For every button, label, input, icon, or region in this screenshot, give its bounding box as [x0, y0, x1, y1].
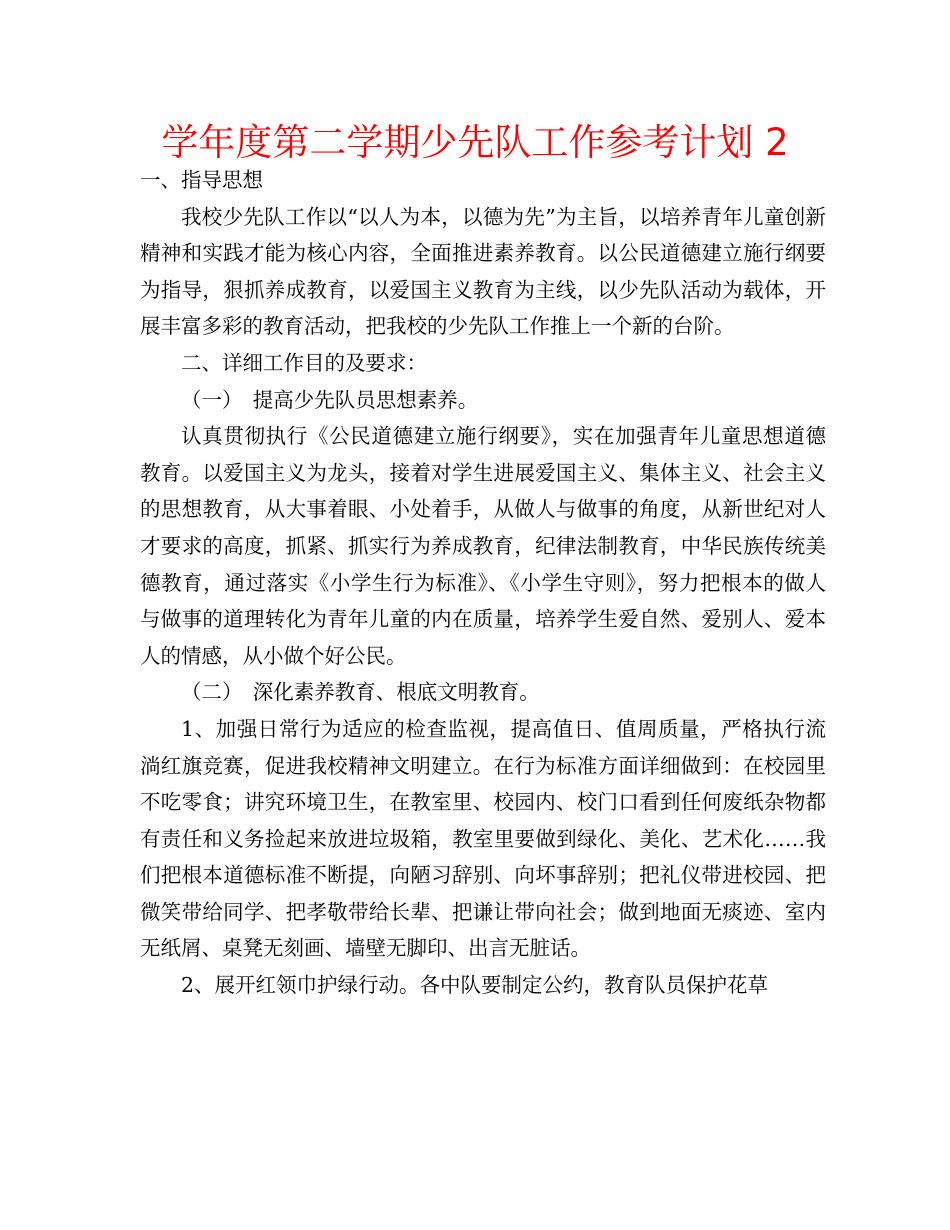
paragraph: 2、展开红领巾护绿行动。各中队要制定公约，教育队员保护花草 [181, 973, 769, 998]
section-heading: 一、指导思想 [140, 168, 263, 192]
subsection-heading: （二） 深化素养教育、根底文明教育。 [181, 680, 540, 705]
paragraph: 1、加强日常行为适应的检查监视，提高值日、值周质量，严格执行流淌红旗竞赛，促进我校精神文明建立。在行为标准方面详细做到：在校园里不吃零食；讲究环境卫生，在教室里、校园内、校门口看到任何废纸杂物都有责任和义务捡起来放进垃圾箱，教室里要做到绿化、美化、艺术化……我们把根本道德标准不断提，向陋习辞别、向坏事辞别；把礼仪带进校园、把微笑带给同学、把孝敬带给长辈、把谦让带向社会；做到地面无痰迹、室内无纸屑、桌凳无刻画、墙壁无脚印、出言无脏话。 [140, 716, 826, 961]
paragraph: 认真贯彻执行《公民道德建立施行纲要》，实在加强青年儿童思想道德教育。以爱国主义为龙头，接着对学生进展爱国主义、集体主义、社会主义的思想教育，从大事着眼、小处着手，从做人与做事的角度，从新世纪对人才要求的高度，抓紧、抓实行为养成教育，纪律法制教育，中华民族传统美德教育，通过落实《小学生行为标准》、《小学生守则》，努力把根本的做人与做事的道理转化为青年儿童的内在质量，培养学生爱自然、爱别人、爱本人的情感，从小做个好公民。 [140, 424, 826, 668]
section-heading: 二、详细工作目的及要求： [181, 350, 427, 375]
document-body [140, 162, 826, 1004]
document-title: 学年度第二学期少先队工作参考计划 2 [161, 121, 789, 164]
paragraph: 我校少先队工作以“以人为本，以德为先”为主旨，以培养青年儿童创新精神和实践才能为核心内容，全面推进素养教育。以公民道德建立施行纲要为指导，狠抓养成教育，以爱国主义教育为主线，以少先队活动为载体，开展丰富多彩的教育活动，把我校的少先队工作推上一个新的台阶。 [140, 204, 826, 339]
subsection-heading: （一） 提高少先队员思想素养。 [181, 387, 479, 412]
